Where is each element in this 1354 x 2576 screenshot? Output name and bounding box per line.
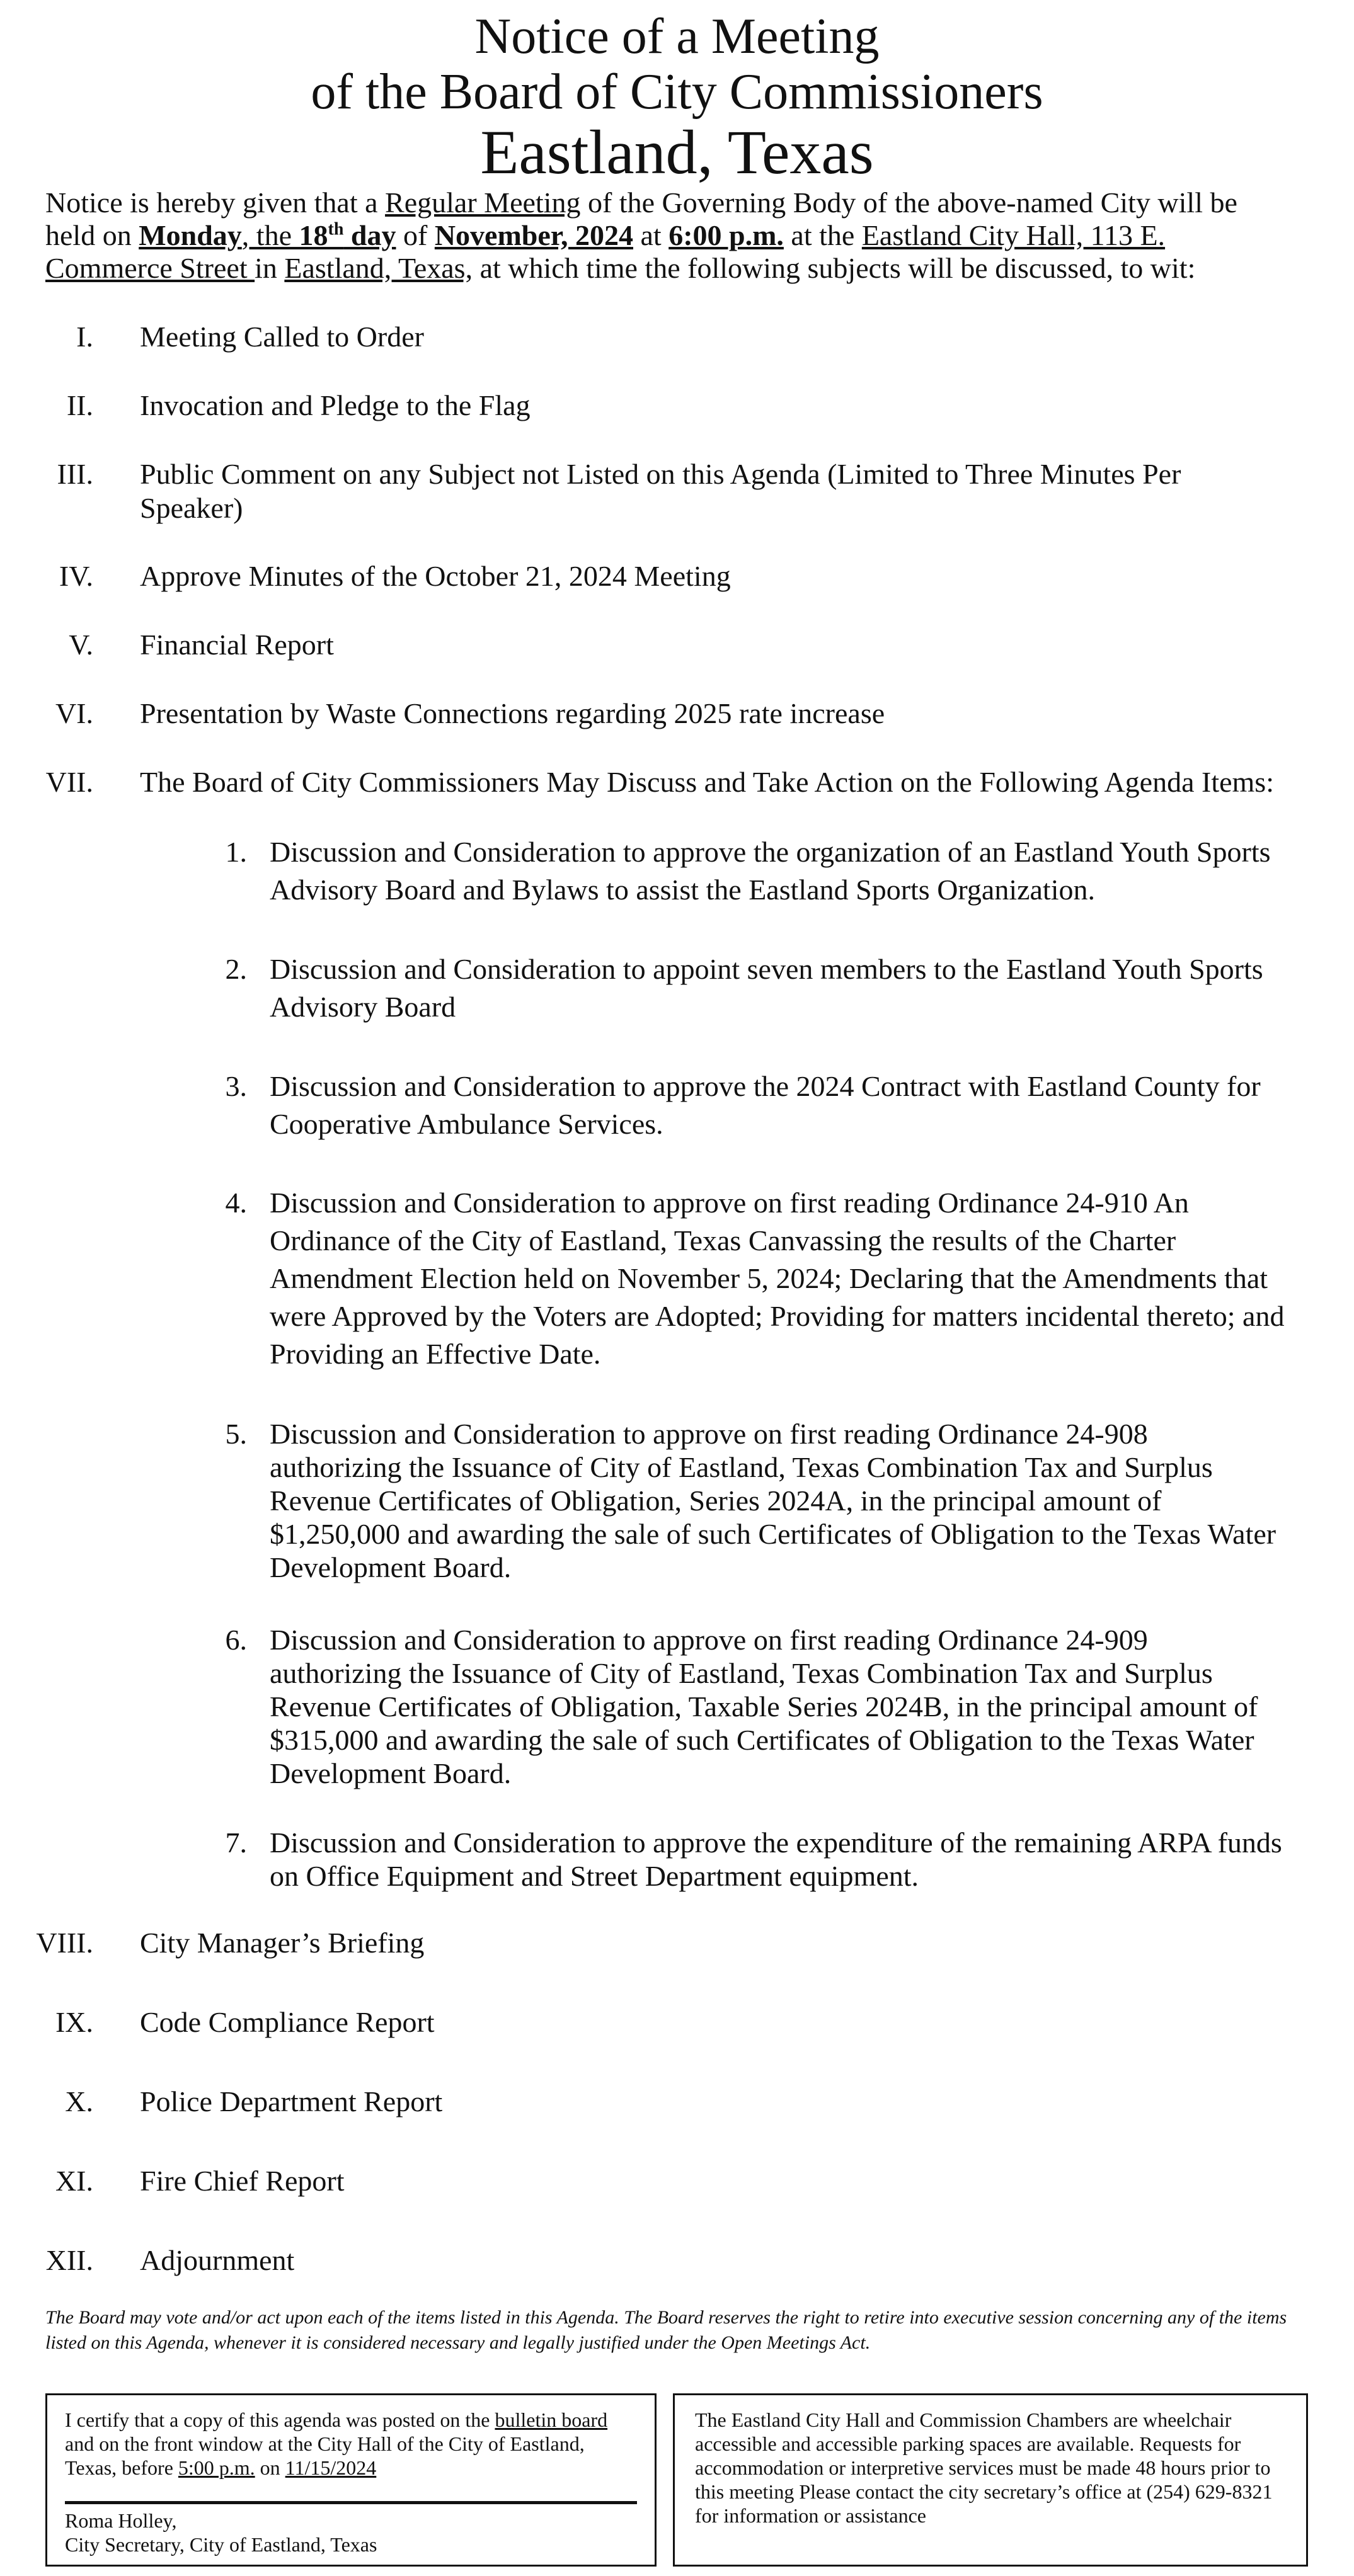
subitem-text: Discussion and Consideration to approve the organization of an Eastland Youth Sports Advisory Board and Bylaws to assist the Eastland Sports Organization. [270, 836, 1271, 906]
certify-text: and on the front window at the City Hall of the City of Eastland, Texas, before [65, 2432, 585, 2479]
day-number: 18 [299, 219, 328, 251]
agenda-number: III. [57, 458, 93, 490]
agenda-item-text: Code Compliance Report [140, 2006, 435, 2038]
subitem-number: 6. [225, 1624, 247, 1656]
agenda-number: XI. [55, 2165, 93, 2197]
title-line-3: Eastland, Texas [480, 117, 874, 187]
agenda-number: VIII. [36, 1927, 93, 1959]
agenda-number: VII. [45, 766, 93, 798]
meeting-location: Eastland City Hall, 113 E. Commerce Street [45, 219, 1166, 284]
agenda-number: V. [69, 629, 93, 661]
agenda-item-text: Financial Report [140, 629, 334, 661]
agenda-item-text: Public Comment on any Subject not Listed on this Agenda (Limited to Three Minutes Per Speaker) [140, 458, 1181, 524]
agenda-item-text: Police Department Report [140, 2085, 443, 2117]
subitem-text: Discussion and Consideration to approve on first reading Ordinance 24-910 An Ordinance of the City of Eastland, Texas Canvassing the results of the Charter Amendment Election held on November 5, 2024; Declaring that the Amendments that were Approved by the Voters are Adopted; Providing for matters incidental thereto; and Providing an Effective Date. [270, 1187, 1285, 1370]
agenda-item-text: Approve Minutes of the October 21, 2024 Meeting [140, 560, 731, 592]
title-line-2: of the Board of City Commissioners [311, 64, 1043, 120]
intro-text: at which time the following subjects will be discussed, to wit: [473, 252, 1196, 284]
certify-text: I certify that a copy of this agenda was posted on the [65, 2408, 495, 2431]
intro-text: of the Governing Body of the above-named City will be held on [45, 186, 1237, 251]
agenda-item-text: Adjournment [140, 2244, 295, 2276]
signer-title: City Secretary, City of Eastland, Texas [65, 2533, 377, 2556]
signature-line [65, 2501, 637, 2504]
meeting-type: Regular Meeting [385, 186, 581, 219]
subitem-number: 7. [225, 1827, 247, 1859]
subitem-number: 5. [225, 1418, 247, 1450]
signature-block [65, 2509, 377, 2556]
meeting-time: 6:00 p.m. [668, 219, 784, 251]
agenda-number: I. [76, 321, 93, 353]
posting-location: bulletin board [495, 2408, 608, 2431]
meeting-month-year: November, 2024 [434, 219, 633, 251]
agenda-number: IV. [59, 560, 93, 592]
agenda-item-text: Meeting Called to Order [140, 321, 424, 353]
meeting-day-name: Monday [139, 219, 242, 251]
subitem-text: Discussion and Consideration to appoint seven members to the Eastland Youth Sports Advisory Board [270, 953, 1263, 1023]
posting-time: 5:00 p.m. [178, 2456, 255, 2479]
subitem-text: Discussion and Consideration to approve on first reading Ordinance 24-909 authorizing the Issuance of City of Eastland, Texas Combination Tax and Surplus Revenue Certificates of Obligation, Taxable Series 2024B, in the principal amount of $315,000 and awarding the sale of such Certificates of Obligation to the Texas Water Development Board. [270, 1624, 1258, 1789]
agenda-item-text: The Board of City Commissioners May Discuss and Take Action on the Following Agenda Items: [140, 766, 1274, 798]
accessibility-text: The Eastland City Hall and Commission Chambers are wheelchair accessible and accessible parking spaces are available. Requests for accommodation or interpretive services must be made 48 hours prior to this meeting Please contact the city secretary’s office at (254) 629-8321 for information or assistance [695, 2408, 1273, 2527]
certify-text: on [255, 2456, 285, 2479]
agenda-item-text: Presentation by Waste Connections regarding 2025 rate increase [140, 697, 885, 729]
certification-box [45, 2393, 657, 2567]
intro-text: at the [783, 219, 862, 251]
intro-text: Notice is hereby given that a [45, 186, 386, 219]
agenda-number: IX. [55, 2006, 93, 2038]
intro-text: , the [241, 219, 299, 251]
agenda-number: II. [66, 389, 93, 421]
posting-date: 11/15/2024 [285, 2456, 377, 2479]
agenda-item-text: City Manager’s Briefing [140, 1927, 425, 1959]
subitem-number: 4. [225, 1187, 247, 1219]
agenda-number: X. [65, 2085, 93, 2117]
certification-text [65, 2408, 637, 2480]
document-title [0, 9, 1354, 187]
subitem-text: Discussion and Consideration to approve the 2024 Contract with Eastland County for Cooperative Ambulance Services. [270, 1070, 1261, 1140]
intro-text: at [633, 219, 669, 251]
subitem-number: 1. [225, 836, 247, 868]
signer-name: Roma Holley, [65, 2509, 177, 2532]
agenda-number: VI. [55, 697, 93, 729]
title-line-1: Notice of a Meeting [474, 9, 880, 64]
meeting-city: Eastland, Texas, [284, 252, 473, 284]
subitem-number: 3. [225, 1070, 247, 1102]
agenda-number: XII. [45, 2244, 93, 2276]
board-notice: The Board may vote and/or act upon each of the items listed in this Agenda. The Board reserves the right to retire into executive session concerning any of the items listed on this Agenda, whenever it is considered necessary and legally justified under the Open Meetings Act. [45, 2307, 1287, 2353]
subitem-text: Discussion and Consideration to approve on first reading Ordinance 24-908 authorizing the Issuance of City of Eastland, Texas Combination Tax and Surplus Revenue Certificates of Obligation, Series 2024A, in the principal amount of $1,250,000 and awarding the sale of such Certificates of Obligation to the Texas Water Development Board. [270, 1418, 1277, 1583]
accessibility-box [673, 2393, 1308, 2567]
day-suffix: th [328, 219, 344, 239]
agenda-item-text: Fire Chief Report [140, 2165, 345, 2197]
subitem-number: 2. [225, 953, 247, 985]
meeting-notice-intro [45, 186, 1287, 285]
meeting-day [299, 219, 396, 251]
intro-text: of [396, 219, 435, 251]
day-word: day [343, 219, 396, 251]
intro-text: in [255, 252, 285, 284]
subitem-text: Discussion and Consideration to approve the expenditure of the remaining ARPA funds on Office Equipment and Street Department equipment. [270, 1827, 1282, 1892]
agenda-item-text: Invocation and Pledge to the Flag [140, 389, 531, 421]
